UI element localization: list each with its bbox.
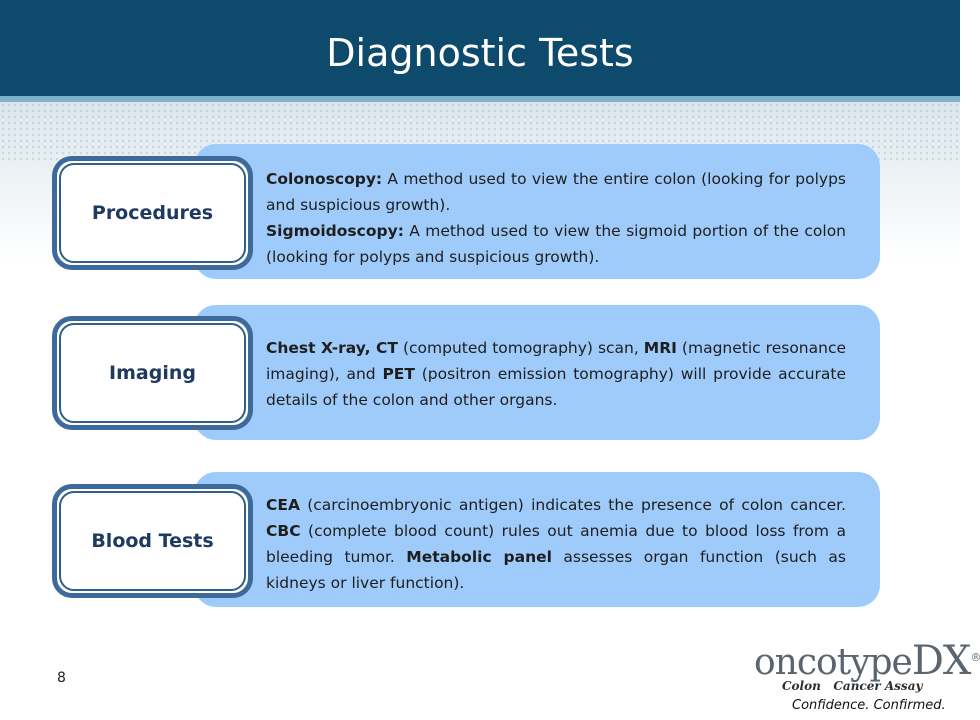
paragraph <box>266 335 846 413</box>
term: CEA <box>266 496 300 514</box>
procedures-label: Procedures <box>91 202 214 224</box>
description: (magnetic resonance imaging), and <box>266 339 846 383</box>
slide-title: Diagnostic Tests <box>326 31 634 75</box>
oncotype-dx-logo <box>748 638 980 718</box>
term: Chest X-ray, CT <box>266 339 398 357</box>
description: (complete blood count) rules out anemia due to blood loss from a bleeding tumor. <box>266 522 846 566</box>
term: MRI <box>643 339 677 357</box>
logo-brand: oncotype <box>754 642 912 683</box>
description: A method used to view the entire colon (looking for polyps and suspicious growth). <box>266 170 846 214</box>
description: A method used to view the sigmoid portion of the colon (looking for polyps and suspicious growth). <box>266 222 846 266</box>
label-inner-frame <box>59 323 246 423</box>
logo-wordmark <box>754 638 980 684</box>
paragraph <box>266 492 846 596</box>
imaging-label-box <box>52 316 253 430</box>
term: PET <box>382 365 415 383</box>
paragraph <box>266 218 846 270</box>
description: (positron emission tomography) will provide accurate details of the colon and other organs. <box>266 365 846 409</box>
logo-subtitle: Colon Cancer Assay <box>782 679 923 693</box>
label-inner-frame <box>59 491 246 591</box>
procedures-text <box>266 166 846 270</box>
logo-dx: DX <box>911 638 971 684</box>
paragraph <box>266 166 846 218</box>
logo-registered-mark: ® <box>970 651 980 664</box>
term: Sigmoidoscopy: <box>266 222 404 240</box>
procedures-label-box <box>52 156 253 270</box>
term: Metabolic panel <box>406 548 552 566</box>
logo-tagline: Confidence. Confirmed. <box>792 698 946 713</box>
blood-tests-text <box>266 492 846 596</box>
description: (carcinoembryonic antigen) indicates the presence of colon cancer. <box>299 496 846 514</box>
imaging-text <box>266 335 846 413</box>
label-inner-frame <box>59 163 246 263</box>
blood-tests-label: Blood Tests <box>91 530 214 552</box>
term: Colonoscopy: <box>266 170 383 188</box>
term: CBC <box>266 522 301 540</box>
page-number: 8 <box>57 670 66 686</box>
description: (computed tomography) scan, <box>397 339 644 357</box>
blood-tests-label-box <box>52 484 253 598</box>
description: assesses organ function (such as kidneys or liver function). <box>266 548 846 592</box>
imaging-label: Imaging <box>109 362 196 384</box>
